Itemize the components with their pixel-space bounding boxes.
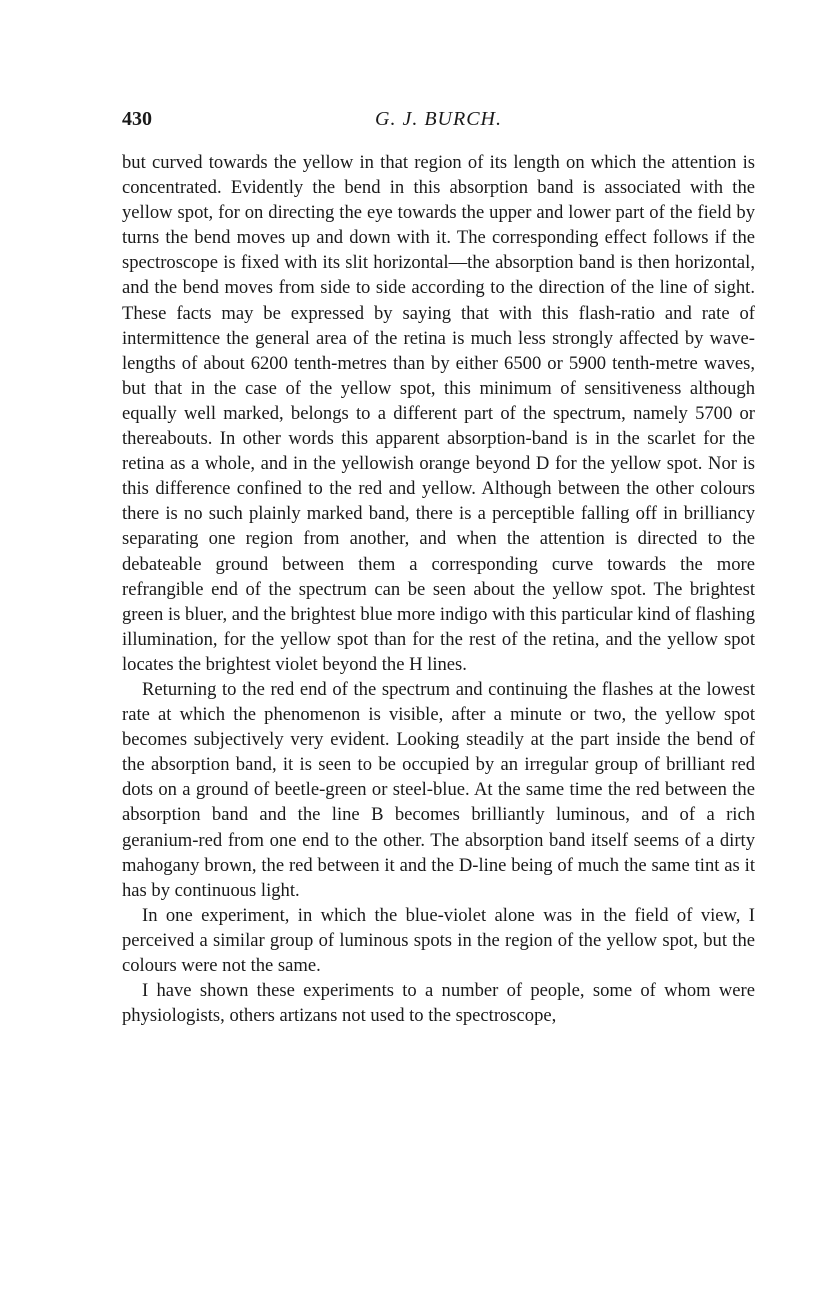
body-text (122, 150, 755, 1028)
page-number: 430 (122, 108, 152, 130)
paragraph-red-end: Returning to the red end of the spectrum and continuing the flashes at the lowest rate at which the phenomenon is visible, after a minute or two, the yellow spot becomes subjectively very evident. Looking steadily at the part inside the bend of the absorption band, it is seen to be occupied by an irregular group of brilliant red dots on a ground of beetle-green or steel-blue. At the same time the red between the absorption band and the line B becomes brilliantly luminous, and of a rich geranium-red from one end to the other. The absorption band itself seems of a dirty mahogany brown, the red between it and the D-line being of much the same tint as it has by continuous light. (122, 678, 755, 901)
page-header (122, 108, 755, 136)
paragraph-blue-violet: In one experiment, in which the blue-violet alone was in the field of view, I perceived a similar group of luminous spots in the region of the yellow spot, but the colours were not the same. (122, 904, 755, 976)
running-head: G. J. BURCH. (375, 108, 502, 130)
paragraph-continued: but curved towards the yellow in that region of its length on which the attention is concentrated. Evidently the bend in this absorption band is associated with the yellow spot, for on directing the eye towards the upper and lower part of the field by turns the bend moves up and down with it. The corresponding effect follows if the spectroscope is fixed with its slit horizontal—the absorption band is then horizontal, and the bend moves from side to side according to the direction of the line of sight. These facts may be expressed by saying that with this flash-ratio and rate of intermittence the general area of the retina is much less strongly affected by wave-lengths of about 6200 tenth-metres than by either 6500 or 5900 tenth-metre waves, but that in the case of the yellow spot, this minimum of sensitiveness although equally well marked, belongs to a different part of the spectrum, namely 5700 or thereabouts. In other words this apparent absorption-band is in the scarlet for the retina as a whole, and in the yellowish orange beyond D for the yellow spot. Nor is this difference confined to the red and yellow. Although between the other colours there is no such plainly marked band, there is a perceptible falling off in brilliancy separating one region from another, and when the attention is directed to the debateable ground between them a corresponding curve towards the more refrangible end of the spectrum can be seen about the yellow spot. The brightest green is bluer, and the brightest blue more indigo with this particular kind of flashing illumination, for the yellow spot than for the rest of the retina, and the yellow spot locates the brightest violet beyond the H lines. (122, 152, 755, 675)
paragraph-experiments-shown: I have shown these experiments to a number of people, some of whom were physiologists, others artizans not used to the spectroscope, (122, 980, 755, 1027)
